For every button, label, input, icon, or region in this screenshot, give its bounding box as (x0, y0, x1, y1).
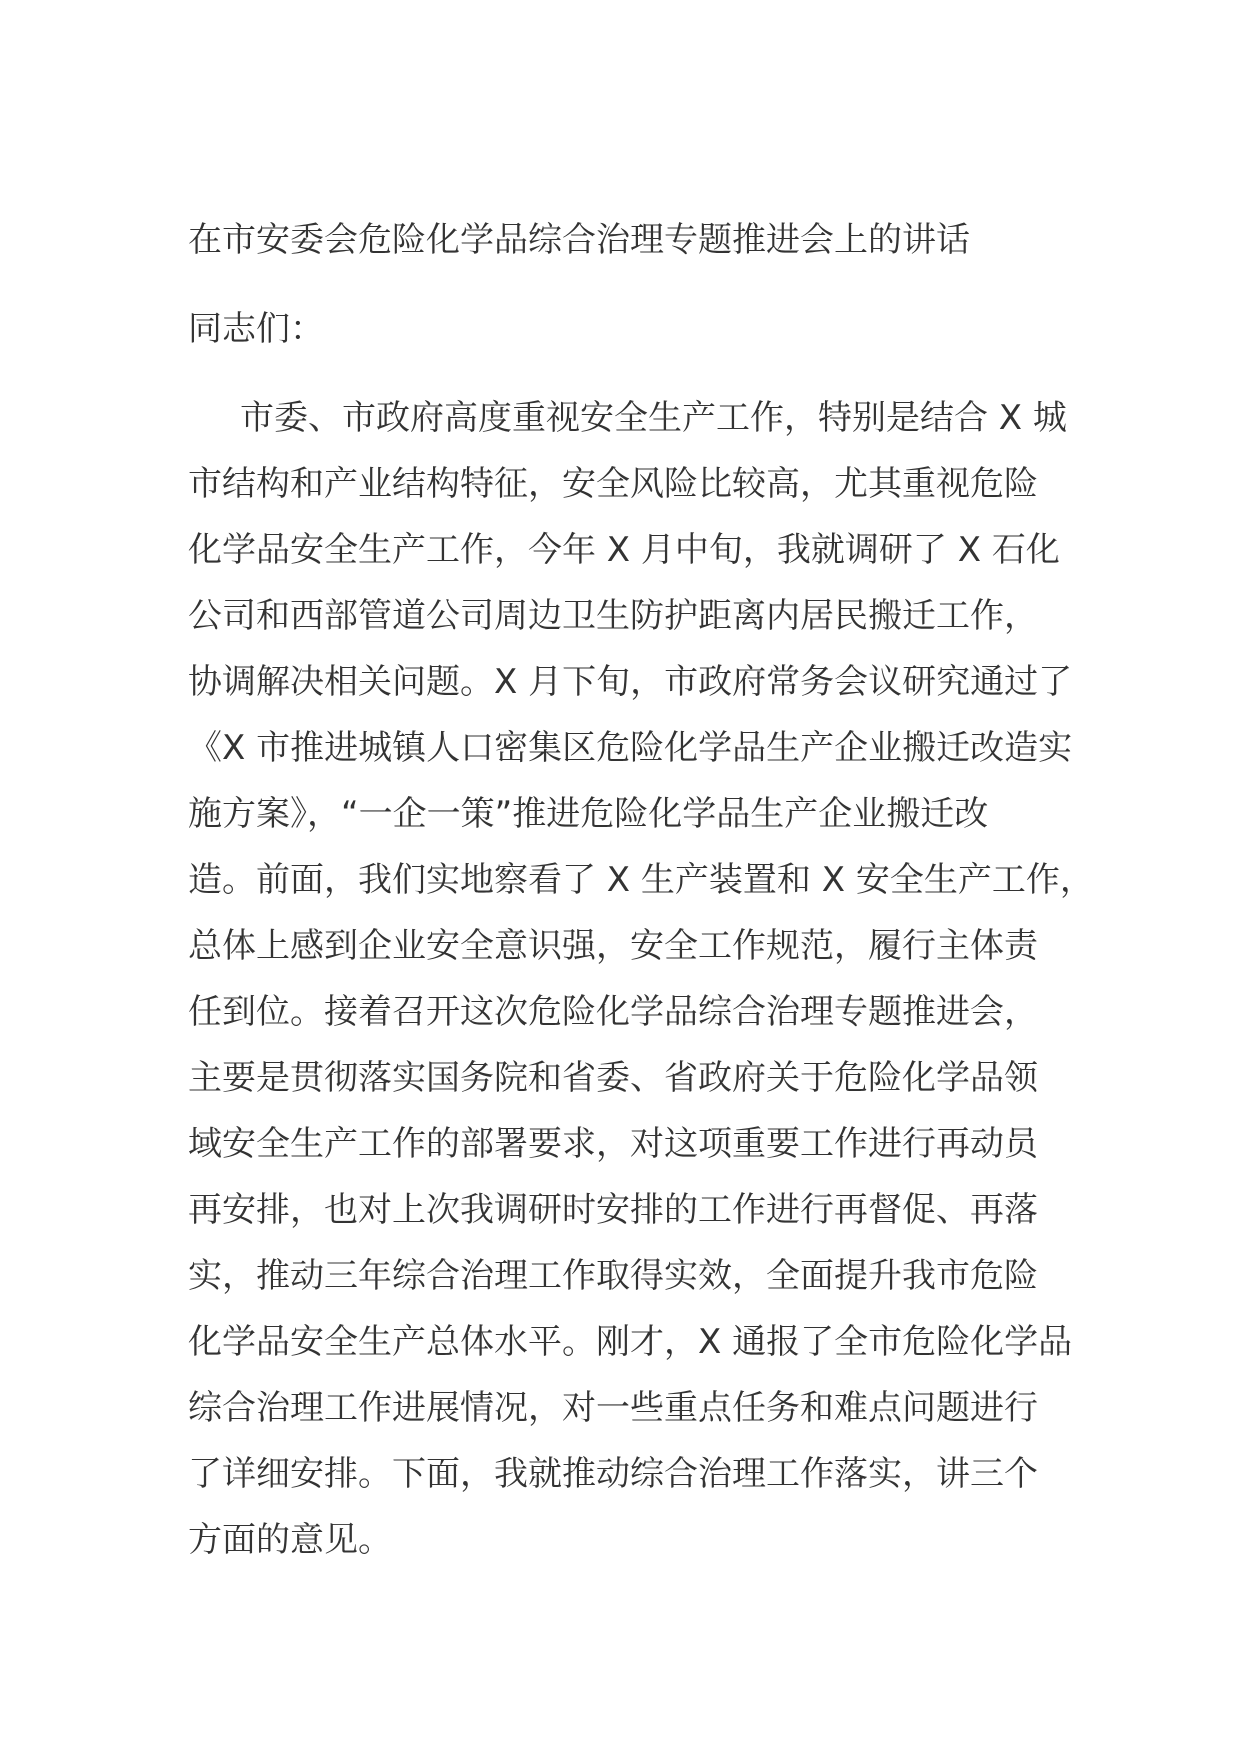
paragraph-line: 主要是贯彻落实国务院和省委、省政府关于危险化学品领 (188, 1058, 1038, 1098)
salutation: 同志们： (188, 309, 324, 349)
paragraph-line: 总体上感到企业安全意识强，安全工作规范，履行主体责 (188, 926, 1038, 966)
body-paragraph (188, 385, 1094, 1573)
paragraph-line: 化学品安全生产总体水平。刚才，X 通报了全市危险化学品 (188, 1322, 1073, 1362)
paragraph-line: 《X 市推进城镇人口密集区危险化学品生产企业搬迁改造实 (188, 728, 1073, 768)
paragraph-line: 实，推动三年综合治理工作取得实效，全面提升我市危险 (188, 1256, 1038, 1296)
paragraph-line: 综合治理工作进展情况，对一些重点任务和难点问题进行 (188, 1388, 1038, 1428)
paragraph-line: 施方案》，“一企一策”推进危险化学品生产企业搬迁改 (188, 794, 989, 834)
paragraph-line: 市委、市政府高度重视安全生产工作，特别是结合 X 城 (240, 398, 1067, 438)
paragraph-line: 协调解决相关问题。X 月下旬，市政府常务会议研究通过了 (188, 662, 1073, 702)
paragraph-line: 公司和西部管道公司周边卫生防护距离内居民搬迁工作， (188, 596, 1038, 636)
paragraph-line: 市结构和产业结构特征，安全风险比较高，尤其重视危险 (188, 464, 1038, 504)
paragraph-line: 方面的意见。 (188, 1520, 392, 1560)
paragraph-line: 造。前面，我们实地察看了 X 生产装置和 X 安全生产工作， (188, 860, 1094, 900)
paragraph-line: 域安全生产工作的部署要求，对这项重要工作进行再动员 (188, 1124, 1038, 1164)
document-title: 在市安委会危险化学品综合治理专题推进会上的讲话 (188, 220, 970, 260)
paragraph-line: 化学品安全生产工作，今年 X 月中旬，我就调研了 X 石化 (188, 530, 1060, 570)
paragraph-line: 任到位。接着召开这次危险化学品综合治理专题推进会， (188, 992, 1038, 1032)
paragraph-line: 了详细安排。下面，我就推动综合治理工作落实，讲三个 (188, 1454, 1038, 1494)
paragraph-line: 再安排，也对上次我调研时安排的工作进行再督促、再落 (188, 1190, 1038, 1230)
